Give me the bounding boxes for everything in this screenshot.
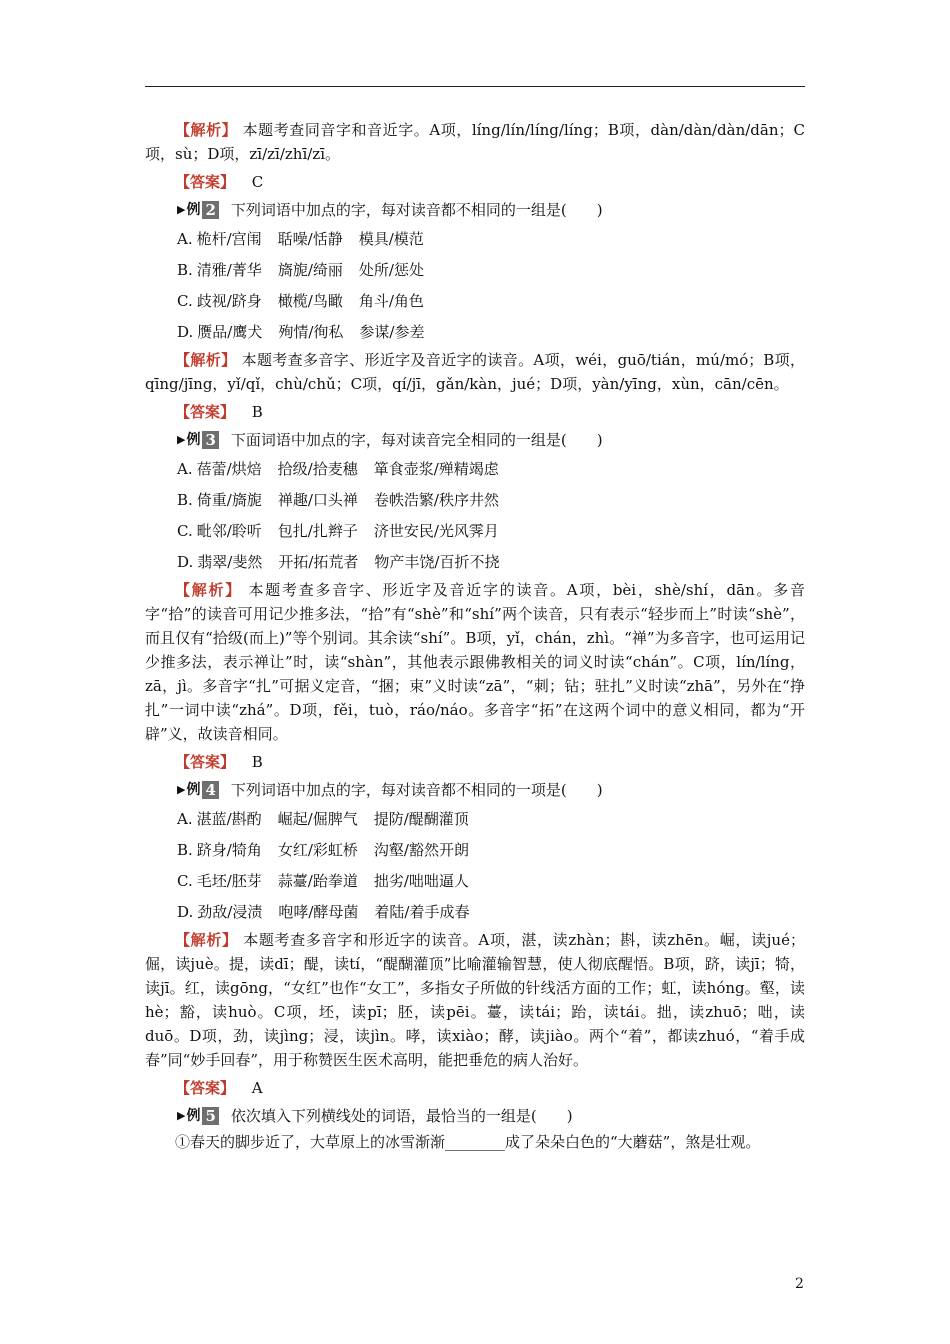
analysis-text: 本题考查多音字、形近字及音近字的读音。A项，bèi，shè/shí，dān。多音字“拾”的读音可用记少推多法，“拾”有“shè”和“shí”两个读音，只有表示“轻步而上”时读“shè”，而且仅有“拾级(而上)”等个别词。其余读“shí”。B项，yǐ，chán，zhì。“禅”为多音字，也可运用记少推多法，表示禅让”时，读“shàn”，其他表示跟佛教相关的词义时读“chán”。C项，lín/líng，zā，jì。多音字“扎”可据义定音，“捆；束”义时读“zā”，“刺；钻；驻扎”义时读“zhā”，另外在“挣扎”一词中读“zhá”。D项，fěi，tuò，ráo/náo。多音字“拓”在这两个词中的意义相同，都为“开辟”义，故读音相同。 [145, 581, 805, 743]
option-item: 翡翠/斐然 [197, 553, 263, 571]
option-item: 湛蓝/斟酌 [196, 810, 262, 828]
option-d [177, 317, 805, 348]
analysis-tag: 【解析】 [175, 121, 238, 139]
option-item: 劲敌/浸渍 [197, 903, 263, 921]
analysis-tag: 【解析】 [175, 351, 237, 369]
example-badge [177, 198, 219, 222]
example-3-header [145, 428, 805, 452]
example-question: 下面词语中加点的字，每对读音完全相同的一组是( ) [230, 431, 603, 449]
option-item: 参谋/参差 [359, 323, 425, 341]
option-letter: D. [177, 323, 194, 341]
option-item: 着陆/着手成春 [374, 903, 470, 921]
example-5-line-1: ①春天的脚步近了，大草原上的冰雪渐渐________成了朵朵白色的“大蘑菇”，煞是壮观。 [175, 1133, 761, 1151]
analysis-2 [145, 348, 805, 396]
answer-tag: 【答案】 [175, 1079, 236, 1097]
analysis-1 [145, 118, 805, 166]
option-a [177, 224, 805, 255]
option-d [177, 547, 805, 578]
example-number: 2 [202, 201, 218, 219]
analysis-text: 本题考查多音字、形近字及音近字的读音。A项，wéi，guō/tián，mú/mó；B项，qīng/jīng，yǐ/qǐ，chù/chǔ；C项，qí/jī，gǎn/kàn，jué；D项，yàn/yīng，xùn，cān/cēn。 [145, 351, 805, 393]
option-item: 桅杆/宫闱 [196, 230, 262, 248]
example-4-options [145, 804, 805, 928]
analysis-tag: 【解析】 [175, 931, 238, 949]
example-2-options [145, 224, 805, 348]
option-letter: D. [177, 553, 194, 571]
option-item: 跻身/犄角 [196, 841, 262, 859]
option-item: 倚重/旖旎 [196, 491, 262, 509]
option-item: 提防/醍醐灌顶 [373, 810, 469, 828]
option-item: 崛起/倔脾气 [277, 810, 358, 828]
option-c [177, 516, 805, 547]
option-b [177, 255, 805, 286]
example-question: 依次填入下列横线处的词语，最恰当的一组是( ) [230, 1107, 573, 1125]
example-question: 下列词语中加点的字，每对读音都不相同的一项是( ) [230, 781, 603, 799]
answer-value: A [251, 1079, 263, 1097]
option-item: 蓓蕾/烘焙 [196, 460, 262, 478]
option-letter: B. [177, 261, 193, 279]
option-item: 物产丰饶/百折不挠 [374, 553, 500, 571]
answer-3 [145, 750, 805, 774]
example-3-options [145, 454, 805, 578]
answer-tag: 【答案】 [175, 753, 236, 771]
example-5-header [145, 1104, 805, 1128]
option-item: 蒜薹/跆拳道 [277, 872, 358, 890]
option-item: 沟壑/豁然开朗 [373, 841, 469, 859]
analysis-4 [145, 928, 805, 1072]
option-item: 禅趣/口头禅 [277, 491, 358, 509]
document-page [145, 118, 805, 1154]
option-item: 橄榄/鸟瞰 [277, 292, 343, 310]
example-number: 4 [202, 781, 218, 799]
option-item: 济世安民/光风霁月 [373, 522, 499, 540]
option-item: 角斗/角色 [358, 292, 424, 310]
example-label: 例 [186, 202, 201, 218]
example-question: 下列词语中加点的字，每对读音都不相同的一组是( ) [230, 201, 603, 219]
option-letter: C. [177, 292, 193, 310]
option-item: 包扎/扎辫子 [277, 522, 358, 540]
option-letter: B. [177, 491, 193, 509]
answer-tag: 【答案】 [175, 173, 236, 191]
option-b [177, 485, 805, 516]
option-b [177, 835, 805, 866]
option-item: 处所/惩处 [358, 261, 424, 279]
example-badge [177, 1104, 219, 1128]
option-item: 赝品/鹰犬 [197, 323, 263, 341]
answer-1 [145, 170, 805, 194]
option-letter: D. [177, 903, 194, 921]
answer-2 [145, 400, 805, 424]
example-label: 例 [186, 1108, 201, 1124]
example-label: 例 [186, 782, 201, 798]
example-badge [177, 778, 219, 802]
option-item: 毗邻/聆听 [196, 522, 262, 540]
answer-value: B [251, 753, 263, 771]
analysis-text: 本题考查多音字和形近字的读音。A项，湛，读zhàn；斟，读zhēn。崛，读jué；倔，读juè。提，读dī；醍，读tí，“醍醐灌顶”比喻灌输智慧，使人彻底醒悟。B项，跻，读jī；犄，读jī。红，读gōng，“女红”也作“女工”，多指女子所做的针线活方面的工作；虹，读hóng。壑，读hè；豁，读huò。C项，坯，读pī；胚，读pēi。薹，读tái；跆，读tái。拙，读zhuō；咄，读duō。D项，劲，读jìng；浸，读jìn。哮，读xiào；酵，读jiào。两个“着”，都读zhuó，“着手成春”同“妙手回春”，用于称赞医生医术高明，能把垂危的病人治好。 [145, 931, 805, 1069]
option-letter: A. [177, 230, 193, 248]
option-c [177, 866, 805, 897]
triangle-icon: ▶ [177, 1109, 186, 1122]
option-item: 女红/彩虹桥 [277, 841, 358, 859]
option-item: 旖旎/绮丽 [277, 261, 343, 279]
option-a [177, 804, 805, 835]
option-item: 拾级/拾麦穗 [277, 460, 358, 478]
option-item: 毛坯/胚芽 [196, 872, 262, 890]
answer-value: B [251, 403, 263, 421]
example-2-header [145, 198, 805, 222]
option-letter: C. [177, 872, 193, 890]
example-number: 5 [202, 1107, 218, 1125]
page-number: 2 [795, 1276, 804, 1292]
option-item: 歧视/跻身 [196, 292, 262, 310]
option-item: 殉情/徇私 [278, 323, 344, 341]
option-item: 咆哮/酵母菌 [278, 903, 359, 921]
option-item: 开拓/拓荒者 [278, 553, 359, 571]
triangle-icon: ▶ [177, 433, 186, 446]
analysis-text: 本题考查同音字和音近字。A项，líng/lín/líng/líng；B项，dàn/dàn/dàn/dān；C项，sù；D项，zī/zī/zhī/zī。 [145, 121, 805, 163]
triangle-icon: ▶ [177, 203, 186, 216]
header-rule [145, 86, 805, 87]
option-c [177, 286, 805, 317]
option-letter: A. [177, 460, 193, 478]
example-badge [177, 428, 219, 452]
option-item: 箪食壶浆/殚精竭虑 [373, 460, 499, 478]
option-item: 聒噪/恬静 [277, 230, 343, 248]
answer-4 [145, 1076, 805, 1100]
option-item: 卷帙浩繁/秩序井然 [373, 491, 499, 509]
example-number: 3 [202, 431, 218, 449]
analysis-3 [145, 578, 805, 746]
example-4-header [145, 778, 805, 802]
option-item: 清雅/菁华 [196, 261, 262, 279]
analysis-tag: 【解析】 [175, 581, 242, 599]
option-d [177, 897, 805, 928]
option-item: 模具/模范 [358, 230, 424, 248]
option-item: 拙劣/咄咄逼人 [373, 872, 469, 890]
triangle-icon: ▶ [177, 783, 186, 796]
option-a [177, 454, 805, 485]
answer-value: C [251, 173, 264, 191]
example-label: 例 [186, 432, 201, 448]
option-letter: B. [177, 841, 193, 859]
answer-tag: 【答案】 [175, 403, 236, 421]
option-letter: A. [177, 810, 193, 828]
option-letter: C. [177, 522, 193, 540]
